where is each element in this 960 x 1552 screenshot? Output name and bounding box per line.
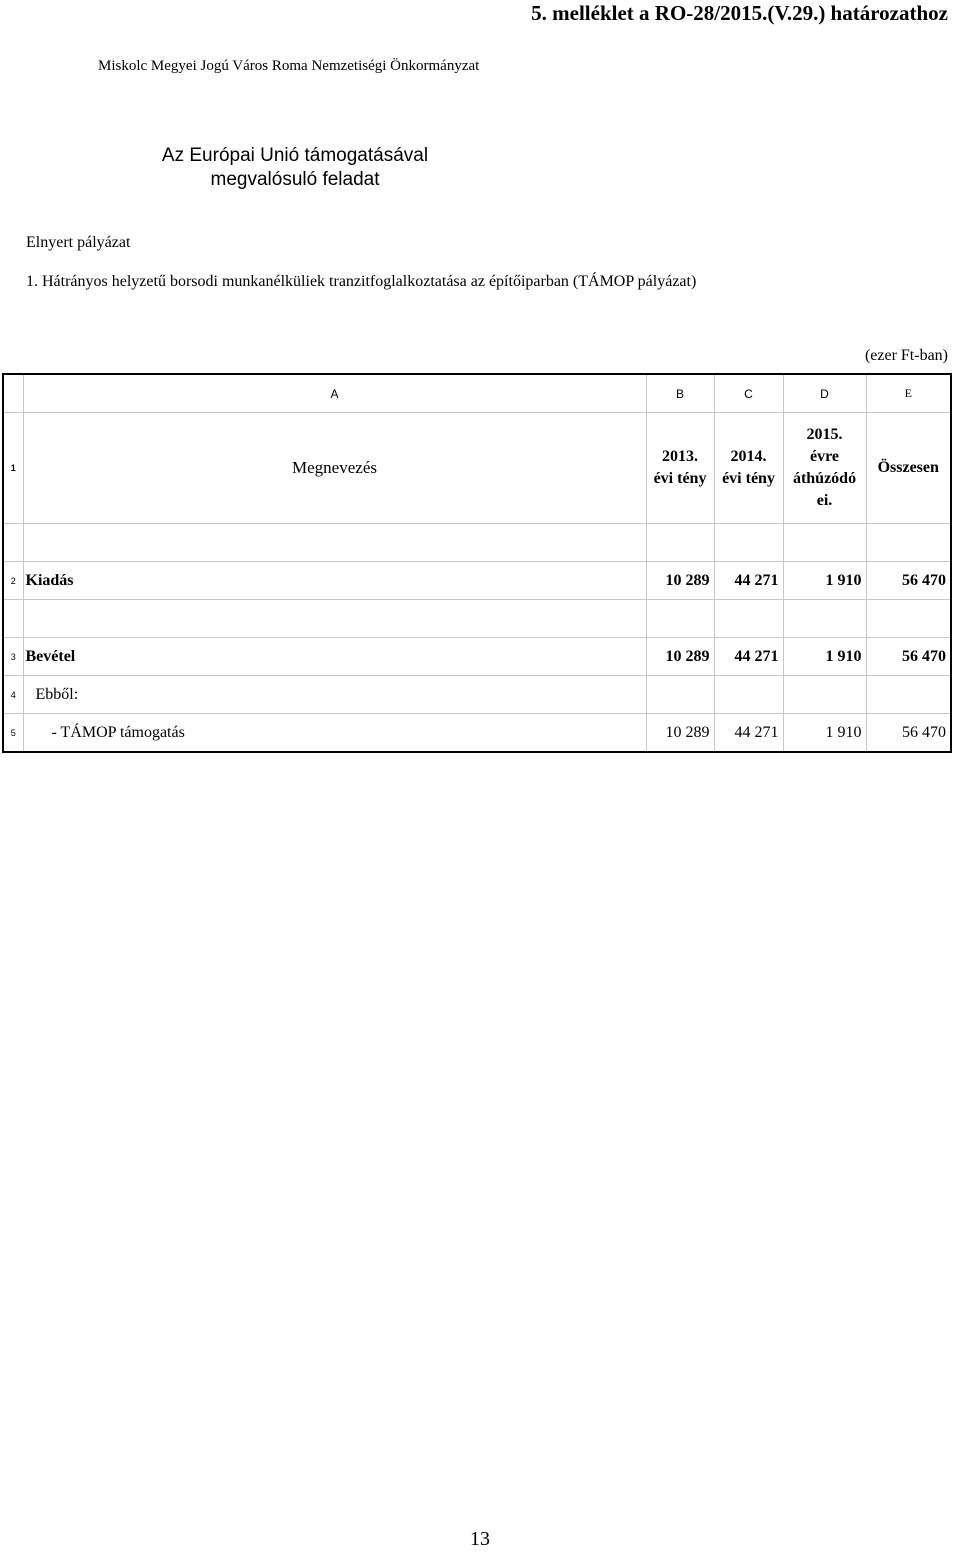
value-2015 <box>783 676 866 714</box>
budget-table <box>2 373 952 753</box>
page-number: 13 <box>470 1528 490 1550</box>
value-total: 56 470 <box>866 638 951 676</box>
column-letter-b: B <box>646 374 714 413</box>
row-number: 5 <box>3 714 23 753</box>
row-number-cell <box>3 524 23 562</box>
row-number: 2 <box>3 562 23 600</box>
header-2013-line1: 2013. <box>662 448 698 465</box>
empty-cell <box>23 600 646 638</box>
value-2014: 44 271 <box>714 638 783 676</box>
column-letter-d: D <box>783 374 866 413</box>
value-2014 <box>714 676 783 714</box>
header-2014-line2: évi tény <box>722 470 775 487</box>
row-label: Kiadás <box>23 562 646 600</box>
empty-cell <box>714 600 783 638</box>
value-2013: 10 289 <box>646 562 714 600</box>
value-total: 56 470 <box>866 562 951 600</box>
header-name: Megnevezés <box>23 413 646 524</box>
empty-cell <box>866 600 951 638</box>
column-letter-row <box>3 374 951 413</box>
section-subtitle: Elnyert pályázat <box>26 234 131 251</box>
table-row <box>3 638 951 676</box>
header-total: Összesen <box>866 413 951 524</box>
column-letter-a: A <box>23 374 646 413</box>
table-row <box>3 714 951 753</box>
row-number: 4 <box>3 676 23 714</box>
empty-cell <box>866 524 951 562</box>
table-row <box>3 562 951 600</box>
row-label: Bevétel <box>23 638 646 676</box>
empty-cell <box>783 524 866 562</box>
column-letter-c: C <box>714 374 783 413</box>
header-2014 <box>714 413 783 524</box>
value-2014: 44 271 <box>714 562 783 600</box>
empty-cell <box>646 524 714 562</box>
value-total: 56 470 <box>866 714 951 753</box>
empty-cell <box>783 600 866 638</box>
value-2014: 44 271 <box>714 714 783 753</box>
row-number: 3 <box>3 638 23 676</box>
header-2013 <box>646 413 714 524</box>
row-label: Ebből: <box>23 676 646 714</box>
value-2013 <box>646 676 714 714</box>
value-total <box>866 676 951 714</box>
annex-reference: 5. melléklet a RO-28/2015.(V.29.) határozathoz <box>531 1 948 25</box>
value-2015: 1 910 <box>783 638 866 676</box>
empty-cell <box>23 524 646 562</box>
row-label: - TÁMOP támogatás <box>23 714 646 753</box>
organization-name: Miskolc Megyei Jogú Város Roma Nemzetiségi Önkormányzat <box>98 58 480 74</box>
header-2015-line2: évre <box>809 448 839 465</box>
row-number-cell <box>3 374 23 413</box>
title-line-1: Az Európai Unió támogatásával <box>161 145 429 166</box>
spacer-row <box>3 600 951 638</box>
header-2015 <box>783 413 866 524</box>
header-2015-line3: áthúzódó <box>792 470 857 487</box>
title-line-2: megvalósuló feladat <box>210 169 380 190</box>
project-title: 1. Hátrányos helyzetű borsodi munkanélküliek tranzitfoglalkoztatása az építőiparban (TÁMOP pályázat) <box>26 273 697 290</box>
spacer-row <box>3 524 951 562</box>
value-2015: 1 910 <box>783 714 866 753</box>
unit-label: (ezer Ft-ban) <box>864 347 948 364</box>
value-2013: 10 289 <box>646 638 714 676</box>
header-2015-line4: ei. <box>816 492 833 509</box>
document-title <box>100 144 490 194</box>
row-number-cell <box>3 600 23 638</box>
value-2015: 1 910 <box>783 562 866 600</box>
row-number: 1 <box>3 413 23 524</box>
column-letter-e: E <box>866 374 951 413</box>
header-2014-line1: 2014. <box>730 448 767 465</box>
header-2013-line2: évi tény <box>653 470 707 487</box>
table-row <box>3 676 951 714</box>
value-2013: 10 289 <box>646 714 714 753</box>
header-row <box>3 413 951 524</box>
header-2015-line1: 2015. <box>806 426 843 443</box>
empty-cell <box>714 524 783 562</box>
empty-cell <box>646 600 714 638</box>
